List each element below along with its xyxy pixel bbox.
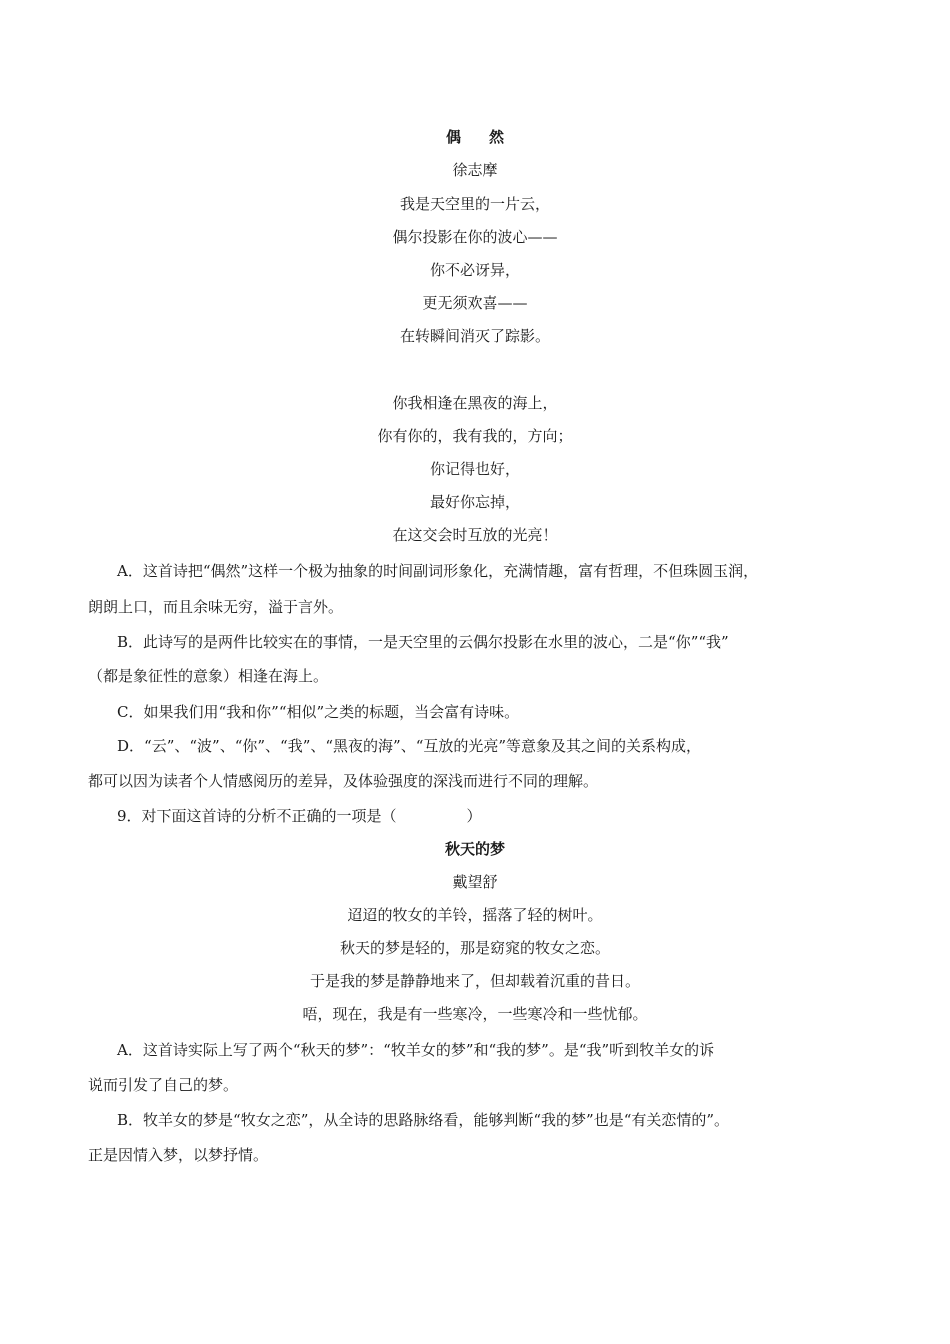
option-b-text: B．牧羊女的梦是“牧女之恋”，从全诗的思路脉络看，能够判断“我的梦”也是“有关恋情的”。 xyxy=(117,1111,730,1129)
option-d-text: D．“云”、“波”、“你”、“我”、“黑夜的海”、“互放的光亮”等意象及其之间的关系构成， xyxy=(117,737,702,755)
poem-line: 在这交会时互放的光亮！ xyxy=(392,526,558,544)
option-b-text: （都是象征性的意象）相逢在海上。 xyxy=(88,667,329,685)
question-stem xyxy=(117,806,482,826)
poem-title-part: 偶 xyxy=(445,128,461,146)
poem-line: 偶尔投影在你的波心—— xyxy=(392,228,558,246)
option-a-text: A．这首诗把“偶然”这样一个极为抽象的时间副词形象化，充满情趣，富有哲理，不但珠圆玉润， xyxy=(117,562,759,580)
poem-author: 戴望舒 xyxy=(452,873,498,891)
option-a-text: 说而引发了自己的梦。 xyxy=(88,1076,239,1094)
question-stem-text: 9．对下面这首诗的分析不正确的一项是（ xyxy=(117,807,397,825)
poem-line: 秋天的梦是轻的，那是窈窕的牧女之恋。 xyxy=(339,939,610,957)
poem-line: 在转瞬间消灭了踪影。 xyxy=(399,327,550,345)
poem-line: 你不必讶异， xyxy=(429,261,520,279)
poem-author: 徐志摩 xyxy=(452,161,498,179)
option-d-text: 都可以因为读者个人情感阅历的差异，及体验强度的深浅而进行不同的理解。 xyxy=(88,772,599,790)
poem-line: 你我相逢在黑夜的海上， xyxy=(392,394,558,412)
poem-title-part: 然 xyxy=(489,128,505,146)
poem-title xyxy=(0,127,950,147)
option-c-text: C．如果我们用“我和你”“相似”之类的标题，当会富有诗味。 xyxy=(117,703,520,721)
option-b-text: B．此诗写的是两件比较实在的事情，一是天空里的云偶尔投影在水里的波心，二是“你”“我” xyxy=(117,633,729,651)
option-b-text: 正是因情入梦，以梦抒情。 xyxy=(88,1146,269,1164)
poem-line: 更无须欢喜—— xyxy=(422,294,528,312)
option-a-text: 朗朗上口，而且余味无穷，溢于言外。 xyxy=(88,598,344,616)
poem-line: 于是我的梦是静静地来了，但却载着沉重的昔日。 xyxy=(309,972,640,990)
option-a-text: A．这首诗实际上写了两个“秋天的梦”：“牧羊女的梦”和“我的梦”。是“我”听到牧羊女的诉 xyxy=(117,1041,715,1059)
question-stem-close: ） xyxy=(466,807,482,825)
poem-line: 迢迢的牧女的羊铃，摇落了轻的树叶。 xyxy=(347,906,603,924)
poem-title: 秋天的梦 xyxy=(444,840,505,858)
poem-line: 唔，现在，我是有一些寒冷，一些寒冷和一些忧郁。 xyxy=(302,1005,648,1023)
poem-line: 你记得也好， xyxy=(429,460,520,478)
poem-line: 最好你忘掉， xyxy=(429,493,520,511)
poem-line: 你有你的，我有我的，方向； xyxy=(377,427,573,445)
poem-line: 我是天空里的一片云， xyxy=(399,195,550,213)
